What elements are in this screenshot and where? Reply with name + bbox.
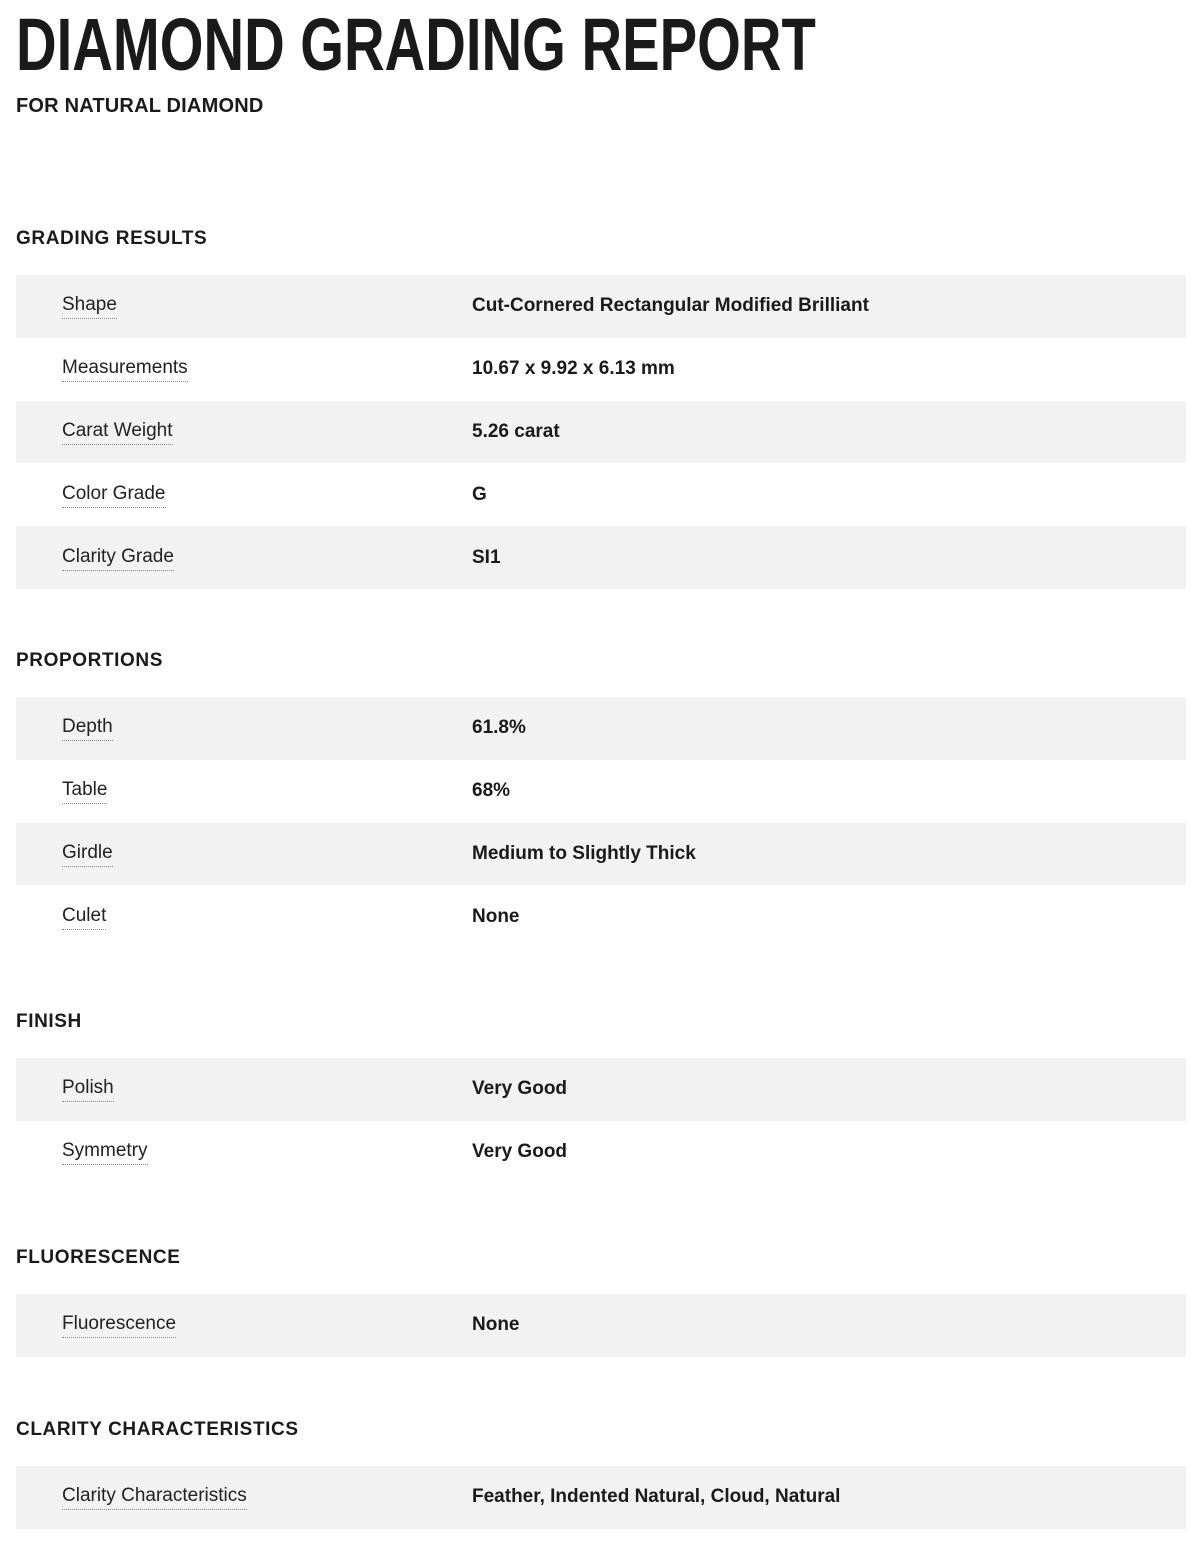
table-row	[16, 526, 1186, 589]
carat-weight-label[interactable]: Carat Weight	[62, 419, 173, 445]
culet-value: None	[472, 905, 520, 927]
table-label[interactable]: Table	[62, 778, 107, 804]
carat-weight-value: 5.26 carat	[472, 420, 560, 442]
fluorescence-heading: FLUORESCENCE	[16, 1247, 181, 1268]
report-title: DIAMOND GRADING REPORT	[16, 3, 816, 86]
finish-section	[16, 1010, 1186, 1184]
finish-heading: FINISH	[16, 1011, 82, 1032]
report-subtitle: FOR NATURAL DIAMOND	[16, 95, 264, 117]
polish-value: Very Good	[472, 1078, 568, 1100]
clarity-characteristics-table	[16, 1466, 1186, 1529]
grading-results-table	[16, 275, 1186, 589]
table-row	[16, 1294, 1186, 1357]
clarity-characteristics-label[interactable]: Clarity Characteristics	[62, 1484, 247, 1510]
table-row	[16, 823, 1186, 886]
clarity-characteristics-heading: CLARITY CHARACTERISTICS	[16, 1419, 299, 1440]
color-grade-value: G	[472, 483, 487, 505]
table-value: 68%	[472, 780, 511, 802]
table-row	[16, 338, 1186, 401]
polish-label[interactable]: Polish	[62, 1076, 114, 1102]
shape-label[interactable]: Shape	[62, 293, 117, 319]
table-row	[16, 1058, 1186, 1121]
clarity-characteristics-value: Feather, Indented Natural, Cloud, Natural	[472, 1486, 841, 1508]
color-grade-label[interactable]: Color Grade	[62, 482, 166, 508]
culet-label[interactable]: Culet	[62, 904, 106, 930]
table-row	[16, 697, 1186, 760]
table-row	[16, 885, 1186, 948]
proportions-heading: PROPORTIONS	[16, 650, 164, 671]
table-row	[16, 401, 1186, 464]
table-row	[16, 463, 1186, 526]
symmetry-value: Very Good	[472, 1141, 568, 1163]
fluorescence-label[interactable]: Fluorescence	[62, 1312, 176, 1338]
table-row	[16, 760, 1186, 823]
table-row	[16, 275, 1186, 338]
fluorescence-value: None	[472, 1314, 520, 1336]
clarity-grade-value: SI1	[472, 546, 501, 568]
depth-value: 61.8%	[472, 717, 526, 739]
fluorescence-table	[16, 1294, 1186, 1357]
table-row	[16, 1466, 1186, 1529]
table-row	[16, 1121, 1186, 1184]
measurements-label[interactable]: Measurements	[62, 356, 188, 382]
measurements-value: 10.67 x 9.92 x 6.13 mm	[472, 358, 675, 380]
girdle-value: Medium to Slightly Thick	[472, 842, 696, 864]
proportions-table	[16, 697, 1186, 948]
symmetry-label[interactable]: Symmetry	[62, 1139, 148, 1165]
girdle-label[interactable]: Girdle	[62, 841, 113, 867]
grading-results-section	[16, 227, 1186, 589]
depth-label[interactable]: Depth	[62, 715, 113, 741]
clarity-characteristics-section	[16, 1418, 1186, 1529]
clarity-grade-label[interactable]: Clarity Grade	[62, 545, 174, 571]
finish-table	[16, 1058, 1186, 1184]
proportions-section	[16, 649, 1186, 948]
fluorescence-section	[16, 1246, 1186, 1357]
shape-value: Cut-Cornered Rectangular Modified Brilliant	[472, 295, 869, 317]
grading-results-heading: GRADING RESULTS	[16, 228, 208, 249]
report-header	[16, 3, 1186, 118]
